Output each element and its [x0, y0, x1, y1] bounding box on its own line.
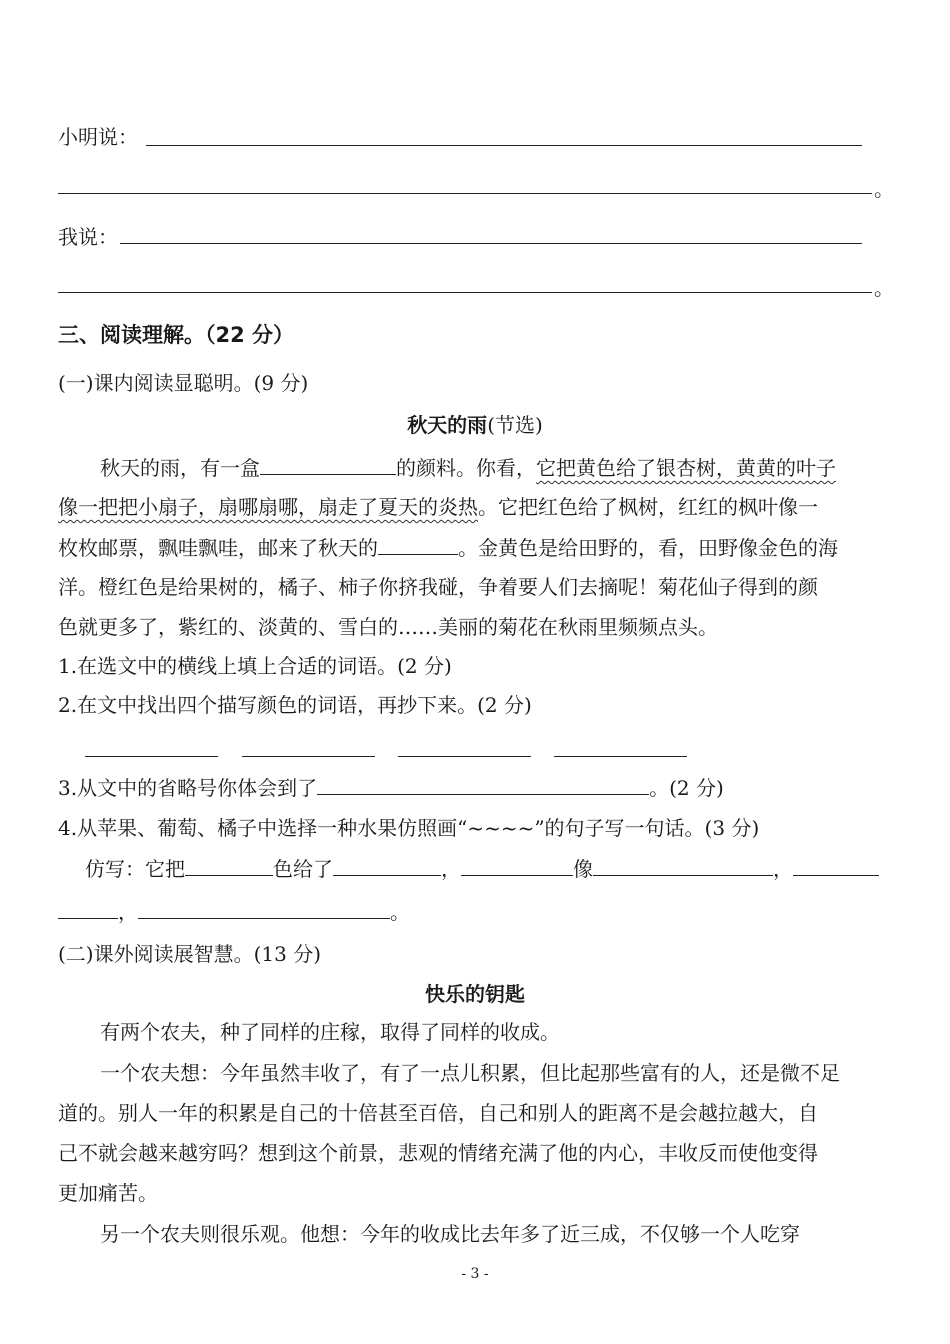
passage-title-note: (节选)	[487, 413, 543, 437]
passage2-line-3: 道的。别人一年的积累是自己的十倍甚至百倍，自己和别人的距离不是会越拉越大，自	[58, 1101, 818, 1125]
xiaoming-label: 小明说：	[58, 125, 138, 149]
passage2-line-1: 有两个农夫，种了同样的庄稼，取得了同样的收成。	[100, 1020, 560, 1044]
passage-title-1	[0, 410, 950, 440]
passage-text: 的颜料。你看，	[396, 456, 536, 480]
section-title: 三、阅读理解。（22 分）	[58, 323, 295, 347]
color-word-answer-4[interactable]	[554, 756, 687, 757]
color-word-answer-3[interactable]	[398, 756, 531, 757]
wavy-sentence: 像一把把小扇子，扇哪扇哪，扇走了夏天的炎热	[58, 495, 478, 519]
q4-blank-2[interactable]	[333, 853, 441, 876]
xiaoming-answer-line-1[interactable]	[146, 145, 862, 146]
fill-blank-2[interactable]	[378, 532, 458, 555]
passage2-line-6: 另一个农夫则很乐观。他想：今年的收成比去年多了近三成，不仅够一个人吃穿	[100, 1222, 800, 1246]
passage-title-2: 快乐的钥匙	[425, 982, 525, 1006]
passage-line-3	[58, 532, 838, 563]
passage2-line-5: 更加痛苦。	[58, 1181, 158, 1205]
q4-blank-1[interactable]	[185, 853, 273, 876]
question-text: 。	[390, 900, 410, 924]
question-text: 像	[573, 857, 593, 881]
passage-line-5: 色就更多了，紫红的、淡黄的、雪白的……美丽的菊花在秋雨里频频点头。	[58, 615, 718, 639]
passage-text: 。它把红色给了枫树，红红的枫叶像一	[478, 495, 818, 519]
passage-line-1	[100, 452, 836, 483]
passage2-line-2: 一个农夫想：今年虽然丰收了，有了一点儿积累，但比起那些富有的人，还是微不足	[100, 1061, 840, 1085]
part2-heading: (二)课外阅读展智慧。(13 分)	[58, 942, 322, 966]
imitation-line-1	[85, 853, 879, 884]
question-4: 4.从苹果、葡萄、橘子中选择一种水果仿照画“~~~~”的句子写一句话。(3 分)	[58, 816, 760, 840]
question-text: ，	[441, 857, 461, 881]
wavy-sentence: 它把黄色给了银杏树，黄黄的叶子	[536, 456, 836, 480]
passage2-line-4: 己不就会越来越穷吗？想到这个前景，悲观的情绪充满了他的内心，丰收反而使他变得	[58, 1141, 818, 1165]
question-text: 3.从文中的省略号你体会到了	[58, 776, 318, 800]
color-word-answer-2[interactable]	[242, 756, 375, 757]
part1-heading: (一)课内阅读显聪明。(9 分)	[58, 371, 309, 395]
question-2: 2.在文中找出四个描写颜色的词语，再抄下来。(2 分)	[58, 693, 532, 717]
passage-text: 秋天的雨，有一盒	[100, 456, 260, 480]
q4-blank-3[interactable]	[461, 853, 573, 876]
period-mark: 。	[874, 276, 894, 300]
passage-text: 枚枚邮票，飘哇飘哇，邮来了秋天的	[58, 536, 378, 560]
wo-answer-line-1[interactable]	[120, 243, 862, 244]
question-1: 1.在选文中的横线上填上合适的词语。(2 分)	[58, 654, 452, 678]
fill-blank-1[interactable]	[260, 452, 396, 475]
color-word-answer-1[interactable]	[85, 756, 218, 757]
q4-blank-6[interactable]	[58, 896, 118, 919]
question-text: 仿写：它把	[85, 857, 185, 881]
xiaoming-answer-line-2[interactable]	[58, 193, 872, 194]
passage-title-text: 秋天的雨	[407, 413, 488, 437]
question-text: 。(2 分)	[649, 776, 724, 800]
page-number: - 3 -	[461, 1266, 489, 1282]
question-text: ，	[118, 900, 138, 924]
q4-blank-4[interactable]	[593, 853, 773, 876]
passage-line-2	[58, 492, 818, 522]
q4-blank-5[interactable]	[793, 853, 879, 876]
q3-answer-blank[interactable]	[317, 772, 649, 795]
question-3	[58, 772, 724, 803]
period-mark: 。	[874, 177, 894, 201]
question-text: ，	[773, 857, 793, 881]
question-text: 色给了	[273, 857, 333, 881]
wo-label: 我说：	[58, 225, 118, 249]
wo-answer-line-2[interactable]	[58, 292, 872, 293]
passage-line-4: 洋。橙红色是给果树的，橘子、柿子你挤我碰，争着要人们去摘呢！菊花仙子得到的颜	[58, 575, 818, 599]
q4-blank-7[interactable]	[138, 896, 390, 919]
imitation-line-2	[58, 896, 410, 927]
passage-text: 。金黄色是给田野的，看，田野像金色的海	[458, 536, 838, 560]
